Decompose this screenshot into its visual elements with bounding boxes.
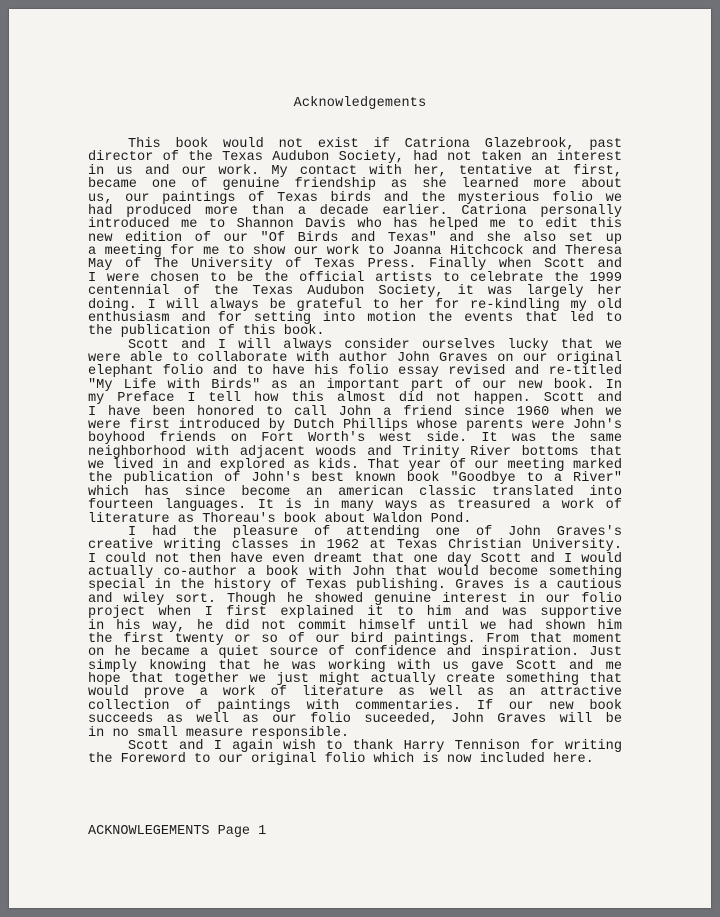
text-line: my Preface I tell how this almost did not happen. Scott and (88, 391, 622, 407)
text-line: the publication of this book. (88, 324, 325, 340)
text-line: elephant folio and to have his folio essay revised and re-titled (88, 364, 622, 380)
text-line: Scott and I will always consider ourselves lucky that we (128, 337, 622, 353)
text-line: hope that together we just might actually create something that (88, 672, 622, 687)
text-line: simply knowing that he was working with us gave Scott and me (88, 658, 622, 674)
text-line: the first twenty or so of our bird paintings. From that moment (88, 631, 622, 647)
text-line: doing. I will always be grateful to her for re-kindling my old (88, 297, 622, 313)
text-line: creative writing classes in 1962 at Texas Christian University. (88, 538, 622, 554)
paragraph (88, 138, 622, 339)
text-line: the Foreword to our original folio which is now included here. (88, 752, 594, 768)
text-line: boyhood friends on Fort Worth's west side. It was the same (88, 431, 622, 447)
paragraph (88, 740, 622, 767)
text-line: I were chosen to be the official artists to celebrate the 1999 (88, 270, 622, 286)
text-line: I have been honored to call John a friend since 1960 when we (88, 404, 622, 420)
page-footer: ACKNOWLEGEMENTS Page 1 (88, 824, 267, 839)
text-line: I had the pleasure of attending one of John Graves's (128, 524, 622, 540)
text-line: would prove a work of literature as well as an attractive (88, 685, 622, 701)
body-text (88, 138, 622, 767)
text-line: succeeds as well as our folio suceeded, John Graves will be (88, 712, 622, 728)
text-line: on he became a quiet source of confidence and inspiration. Just (88, 645, 622, 661)
text-line: centennial of the Texas Audubon Society, it was largely her (88, 284, 622, 300)
text-line: This book would not exist if Catriona Glazebrook, past (128, 137, 622, 152)
text-line: literature as Thoreau's book about Waldon Pond. (88, 511, 472, 527)
text-line: project when I first explained it to him and was supportive (88, 605, 622, 621)
text-line: fourteen languages. It is in many ways as treasured a work of (88, 498, 622, 514)
text-line: collection of paintings with commentaries. If our new book (88, 698, 622, 714)
text-line: in his way, he did not commit himself until we had shown him (88, 618, 622, 634)
paragraph (88, 526, 622, 740)
text-line: neighborhood with adjacent woods and Trinity River bottoms that (88, 444, 622, 460)
text-line: director of the Texas Audubon Society, had not taken an interest (88, 150, 622, 166)
text-line: us, our paintings of Texas birds and the mysterious folio we (88, 190, 622, 206)
text-line: became one of genuine friendship as she learned more about (88, 177, 622, 193)
text-line: the publication of John's best known book "Goodbye to a River" (88, 471, 622, 487)
paragraph (88, 339, 622, 526)
text-line: in us and our work. My contact with her, tentative at first, (88, 163, 622, 179)
text-line: a meeting for me to show our work to Joanna Hitchcock and Theresa (88, 244, 622, 259)
text-line: "My Life with Birds" as an important part of our new book. In (88, 377, 622, 393)
text-line: Scott and I again wish to thank Harry Tennison for writing (128, 738, 622, 754)
text-line: enthusiasm and for setting into motion the events that led to (88, 310, 622, 326)
text-line: had produced more than a decade earlier. Catriona personally (88, 203, 622, 219)
text-line: and wiley sort. Though he showed genuine interest in our folio (88, 591, 622, 607)
text-line: which has since become an american classic translated into (88, 484, 622, 500)
text-line: May of The University of Texas Press. Finally when Scott and (88, 257, 622, 273)
page-title: Acknowledgements (293, 96, 427, 111)
text-line: special in the history of Texas publishing. Graves is a cautious (88, 578, 622, 594)
text-line: I could not then have even dreamt that one day Scott and I would (88, 551, 622, 567)
text-line: new edition of our "Of Birds and Texas" and she also set up (88, 230, 622, 246)
text-line: were first introduced by Dutch Phillips whose parents were John's (88, 417, 622, 433)
text-line: introduced me to Shannon Davis who has helped me to edit this (88, 217, 622, 233)
text-line: actually co-author a book with John that would become something (88, 565, 622, 580)
text-line: we lived in and explored as kids. That year of our meeting marked (88, 458, 622, 473)
text-line: were able to collaborate with author John Graves on our original (88, 351, 622, 366)
text-line: in no small measure responsible. (88, 725, 350, 741)
